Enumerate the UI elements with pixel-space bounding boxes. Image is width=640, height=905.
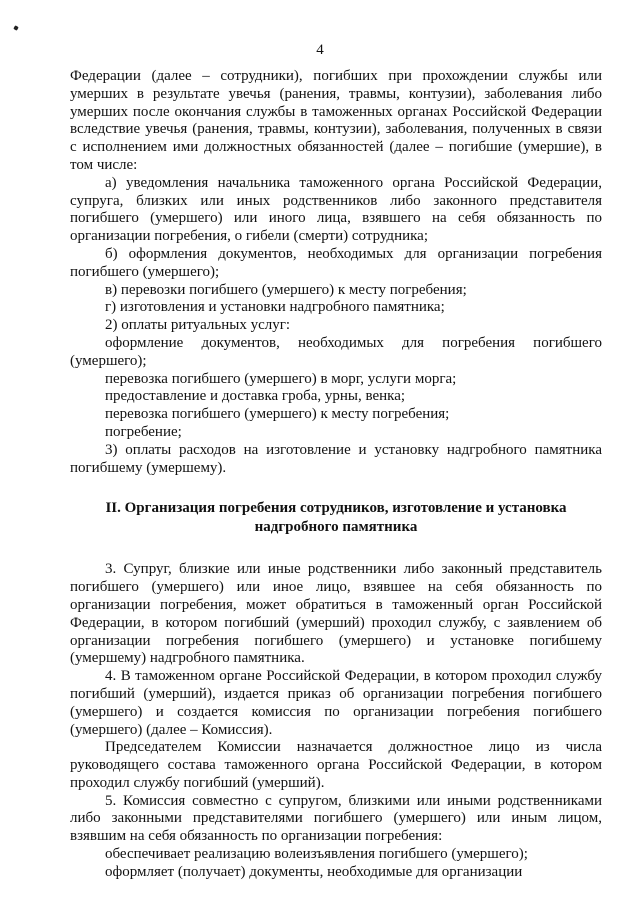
paragraph: 3) оплаты расходов на изготовление и установку надгробного памятника погибшему (умершему). — [70, 441, 602, 476]
paragraph: 3. Супруг, близкие или иные родственники либо законный представитель погибшего (умершего) или иное лицо, взявшее на себя обязанность по организации погребения, может обратиться в таможенный орган Российской Федерации, в котором погибший (умерший) проходил службу, с заявлением об организации погребения погибшего (умершего) и установке погибшему (умершему) надгробного памятника. — [70, 561, 602, 667]
section-heading: II. Организация погребения сотрудников, изготовление и установка надгробного памятника — [105, 500, 567, 536]
paragraph: оформляет (получает) документы, необходимые для организации — [105, 863, 523, 880]
paragraph: 5. Комиссия совместно с супругом, близкими или иными родственниками либо законными представителями погибшего (умершего) или иным лицом, взявшим на себя обязанность по организации погребения: — [70, 792, 602, 845]
paragraph: оформление документов, необходимых для погребения погибшего (умершего); — [70, 334, 602, 369]
paragraph: предоставление и доставка гроба, урны, венка; — [105, 388, 406, 405]
paragraph: перевозка погибшего (умершего) к месту погребения; — [105, 406, 450, 423]
paragraph: а) уведомления начальника таможенного органа Российской Федерации, супруга, близких или иных родственников либо законного представителя погибшего (умершего) или иного лица, взявшего на себя обязанность по организации погребения, о гибели (смерти) сотрудника; — [70, 174, 602, 245]
paragraph: б) оформления документов, необходимых для организации погребения погибшего (умершего); — [70, 245, 602, 280]
page-number: 4 — [316, 42, 324, 58]
paragraph: 2) оплаты ритуальных услуг: — [105, 317, 291, 334]
document-body — [70, 68, 602, 882]
paragraph: погребение; — [105, 423, 182, 440]
paragraph: 4. В таможенном органе Российской Федерации, в котором проходил службу погибший (умерший), издается приказ об организации погребения погибшего (умершего) и создается комиссия по организации погребения погибшего (умершего) (далее – Комиссия). — [70, 668, 602, 738]
paragraph: г) изготовления и установки надгробного памятника; — [105, 299, 445, 316]
scan-artifact — [13, 25, 18, 30]
paragraph: перевозка погибшего (умершего) в морг, услуги морга; — [105, 370, 457, 387]
paragraph: в) перевозки погибшего (умершего) к месту погребения; — [105, 281, 467, 298]
paragraph: обеспечивает реализацию волеизъявления погибшего (умершего); — [105, 846, 528, 863]
paragraph: Председателем Комиссии назначается должностное лицо из числа руководящего состава таможенного органа Российской Федерации, в котором проходил службу погибший (умерший). — [70, 739, 602, 791]
paragraph: Федерации (далее – сотрудники), погибших при прохождении службы или умерших в результате увечья (ранения, травмы, контузии), заболевания либо умерших после окончания службы в таможенных органах Российской Федерации вследствие увечья (ранения, травмы, контузии), заболевания, полученных в связи с исполнением ими должностных обязанностей (далее – погибшие (умершие), в том числе: — [70, 68, 602, 173]
